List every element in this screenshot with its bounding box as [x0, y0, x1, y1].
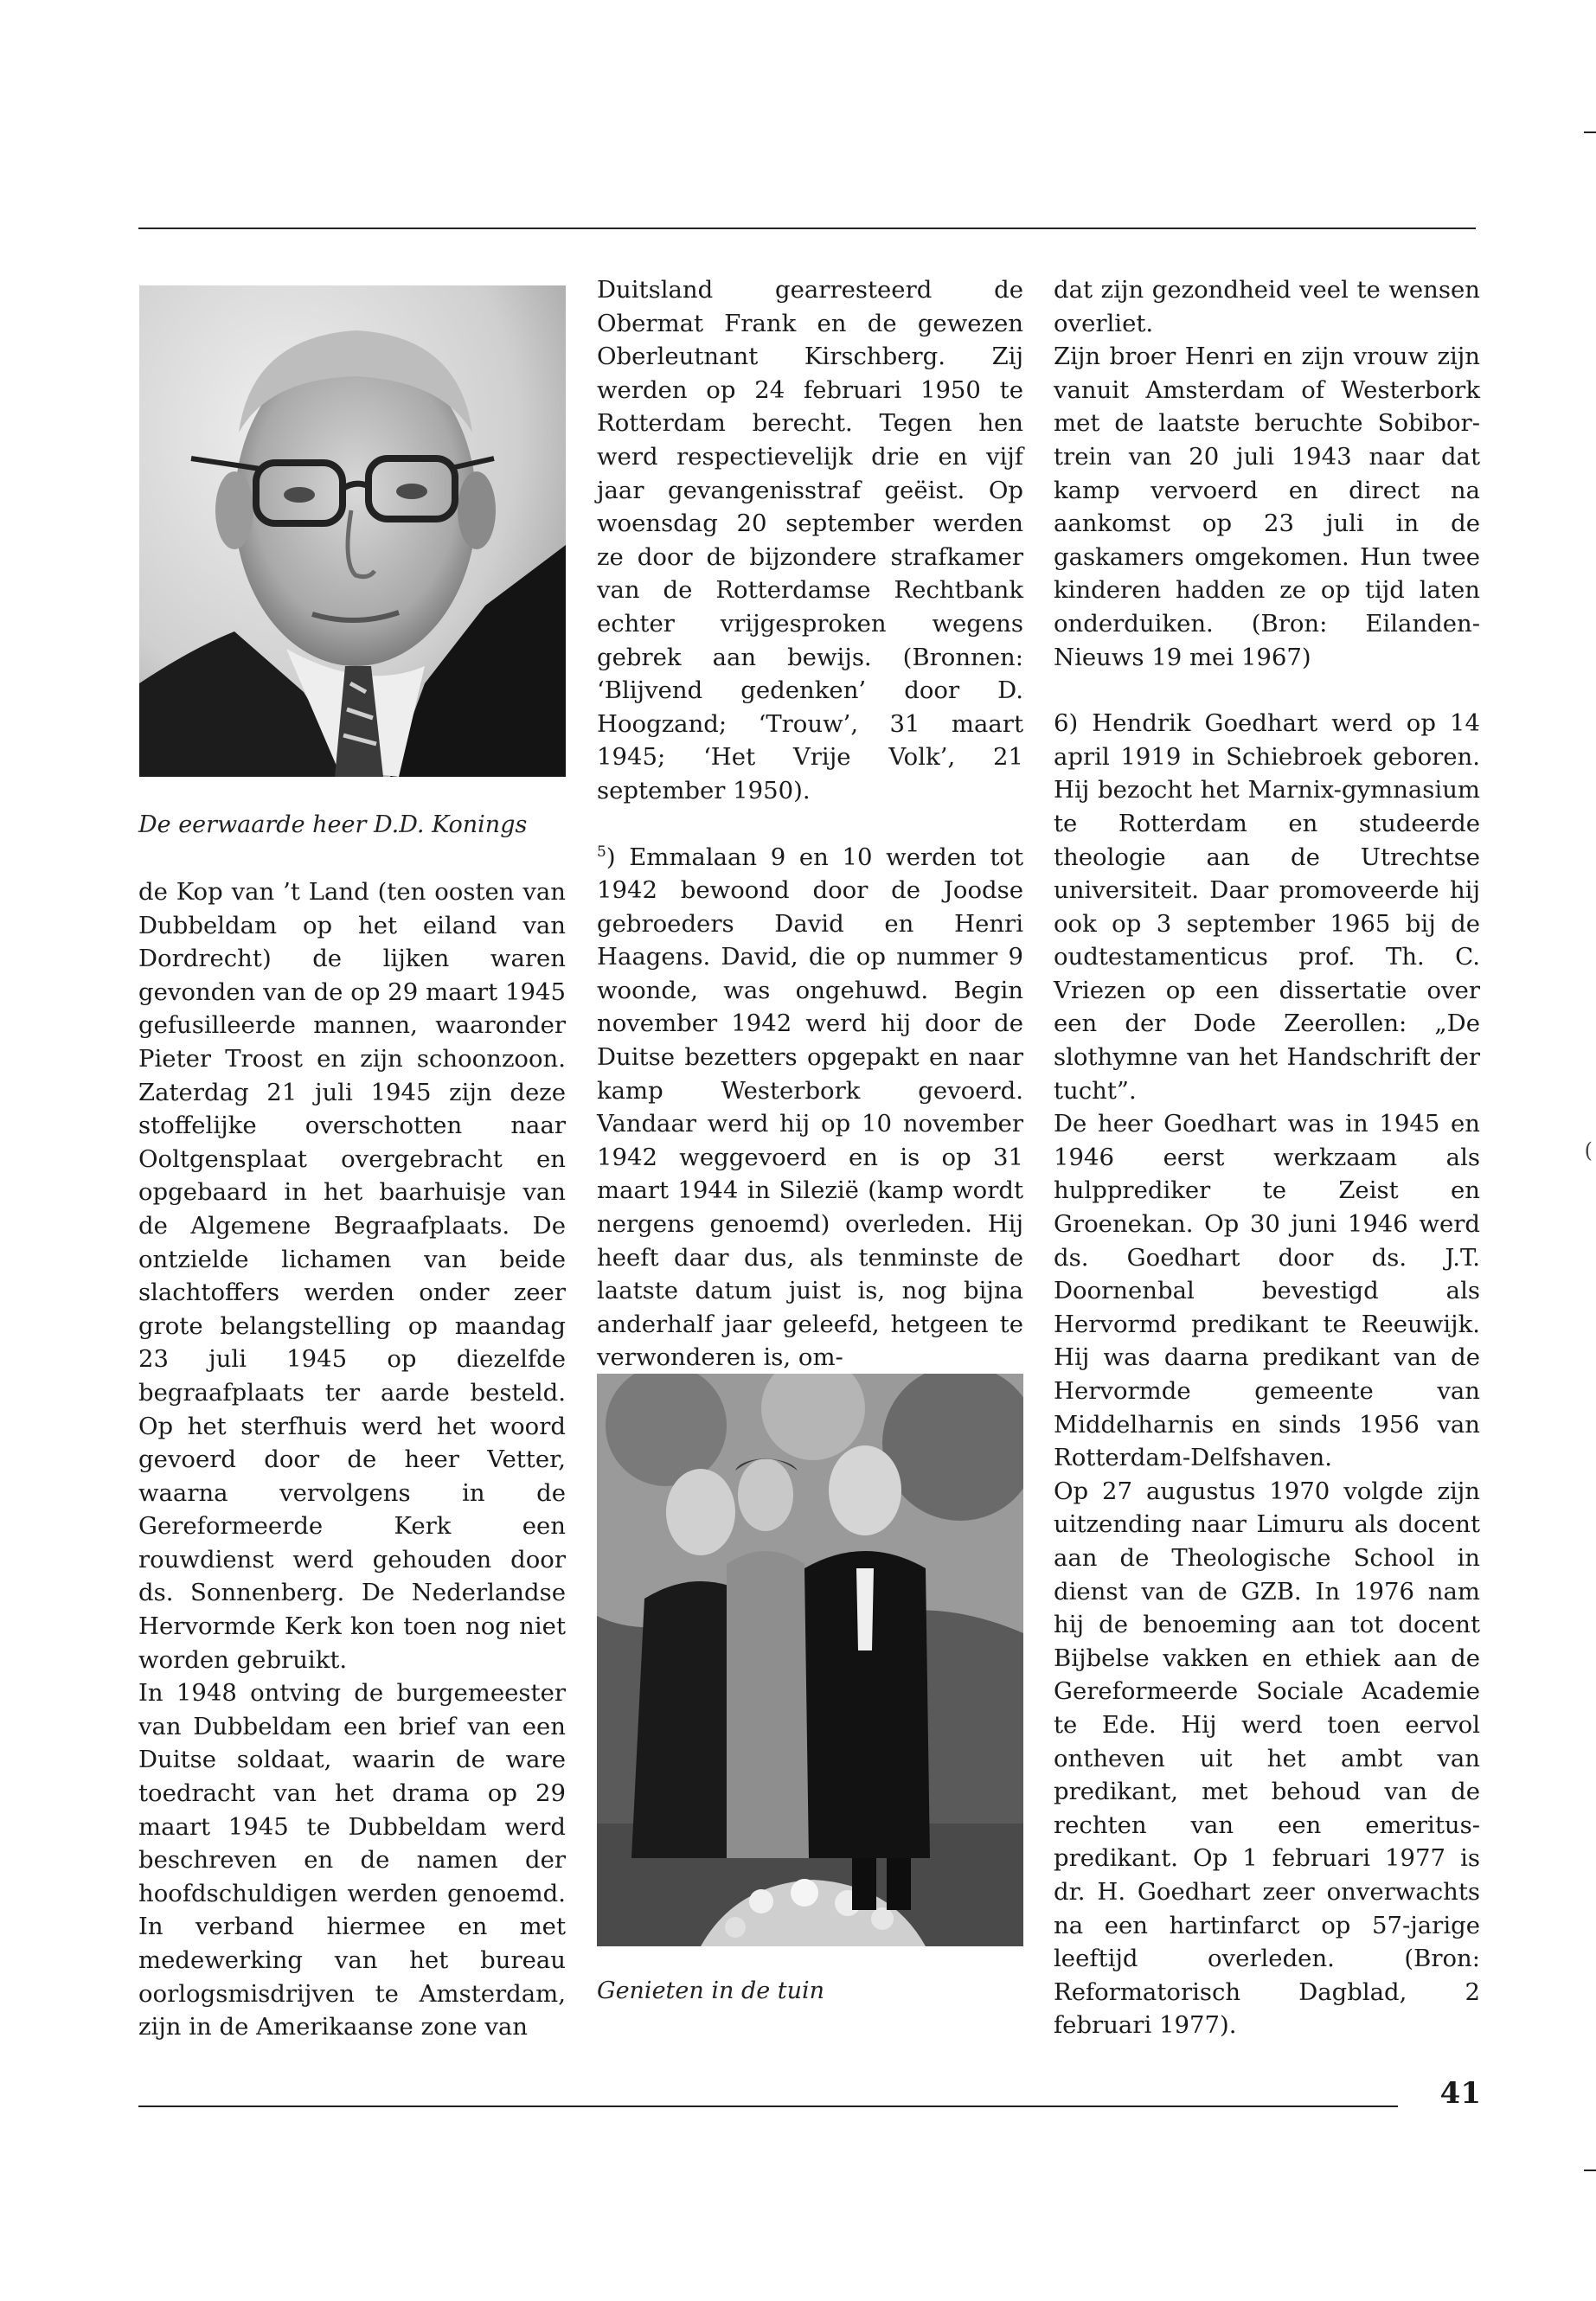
paragraph-gap	[597, 808, 1023, 841]
portrait-caption: De eerwaarde heer D.D. Konings	[138, 811, 528, 838]
column-1	[138, 875, 566, 2044]
column-3-paragraph: Op 27 augustus 1970 volgde zijn uitzending naar Limuru als docent aan de Theologische School in dienst van de GZB. In 1976 nam hij de benoeming aan tot docent Bijbelse vakken en ethiek aan de Gereformeerde Sociale Academie te Ede. Hij werd toen eervol ontheven uit het ambt van predikant, met behoud van de rechten van een emeritus-predikant. Op 1 februari 1977 is dr. H. Goedhart zeer onverwachts na een hartinfarct op 57-jarige leeftijd overleden. (Bron: Reformatorisch Dagblad, 2 februari 1977).	[1054, 1477, 1480, 2040]
footnote-5	[597, 841, 1023, 1375]
column-1-paragraph: In 1948 ontving de burgemeester van Dubbeldam een brief van een Duitse soldaat, waarin de ware toedracht van het drama op 29 maart 1945 te Dubbeldam werd beschreven en de namen der hoofdschuldigen werden genoemd. In verband hiermee en met medewerking van het bureau oorlogsmisdrijven te Amsterdam, zijn in de Amerikaanse zone van	[138, 1679, 566, 2041]
registration-mark: (	[1584, 1138, 1593, 1163]
column-3-paragraph: 6) Hendrik Goedhart werd op 14 april 1919 in Schiebroek geboren. Hij bezocht het Marnix-gymnasium te Rotterdam en studeerde theologie aan de Utrechtse universiteit. Daar promoveerde hij ook op 3 september 1965 bij de oudtestamenticus prof. Th. C. Vriezen op een dissertatie over een der Dode Zeerollen: „De slothymne van het Handschrift der tucht”.	[1054, 709, 1480, 1105]
top-rule	[138, 228, 1476, 229]
bottom-rule	[138, 2106, 1398, 2107]
garden-caption: Genieten in de tuin	[597, 1977, 825, 2004]
page-number: 41	[1439, 2076, 1481, 2111]
column-1-paragraph: de Kop van ’t Land (ten oosten van Dubbeldam op het eiland van Dordrecht) de lijken waren gevonden van de op 29 maart 1945 gefusilleerde mannen, waaronder Pieter Troost en zijn schoonzoon. Zaterdag 21 juli 1945 zijn deze stoffelijke overschotten naar Ooltgensplaat overgebracht en opgebaard in het baarhuisje van de Algemene Begraafplaats. De ontzielde lichamen van beide slachtoffers werden onder zeer grote belangstelling op maandag 23 juli 1945 op diezelfde begraafplaats ter aarde besteld. Op het sterfhuis werd het woord gevoerd door de heer Vetter, waarna vervolgens in de Gereformeerde Kerk een rouwdienst werd gehouden door ds. Sonnenberg. De Nederlandse Hervormde Kerk kon toen nog niet worden gebruikt.	[138, 878, 566, 1674]
crop-mark-bottom	[1584, 2170, 1596, 2171]
garden-photo	[597, 1374, 1023, 1946]
crop-mark-top	[1584, 131, 1596, 133]
column-2-paragraph: Duitsland gearresteerd de Obermat Frank en de gewezen Oberleutnant Kirschberg. Zij werden op 24 februari 1950 te Rotterdam berecht. Tegen hen werd respectievelijk drie en vijf jaar gevangenisstraf geëist. Op woensdag 20 september werden ze door de bijzondere strafkamer van de Rotterdamse Rechtbank echter vrijgesproken wegens gebrek aan bewijs. (Bronnen: ‘Blijvend gedenken’ door D. Hoogzand; ‘Trouw’, 31 maart 1945; ‘Het Vrije Volk’, 21 september 1950).	[597, 276, 1023, 804]
column-3-paragraph: dat zijn gezondheid veel te wensen overliet.	[1054, 276, 1480, 337]
column-3	[1054, 273, 1480, 2042]
column-3-paragraph: Zijn broer Henri en zijn vrouw zijn vanuit Amsterdam of Westerbork met de laatste beruchte Sobibor-trein van 20 juli 1943 naar dat kamp vervoerd en direct na aankomst op 23 juli in de gaskamers omgekomen. Hun twee kinderen hadden ze op tijd laten onderduiken. (Bron: Eilanden-Nieuws 19 mei 1967)	[1054, 343, 1480, 671]
footnote-5-text: ) Emmalaan 9 en 10 werden tot 1942 bewoond door de Joodse gebroeders David en Henri Haagens. David, die op nummer 9 woonde, was ongehuwd. Begin november 1942 werd hij door de Duitse bezetters opgepakt en naar kamp Westerbork gevoerd. Vandaar werd hij op 10 november 1942 weggevoerd en is op 31 maart 1944 in Silezië (kamp wordt nergens genoemd) overleden. Hij heeft daar dus, als tenminste de laatste datum juist is, nog bijna anderhalf jaar geleefd, hetgeen te verwonderen is, om-	[597, 843, 1023, 1372]
footnote-marker: 5	[597, 843, 606, 861]
column-2	[597, 273, 1023, 1375]
paragraph-gap	[1054, 674, 1480, 707]
column-3-paragraph: De heer Goedhart was in 1945 en 1946 eerst werkzaam als hulpprediker te Zeist en Groenekan. Op 30 juni 1946 werd ds. Goedhart door ds. J.T. Doornenbal bevestigd als Hervormd predikant te Reeuwijk. Hij was daarna predikant van de Hervormde gemeente van Middelharnis en sinds 1956 van Rotterdam-Delfshaven.	[1054, 1110, 1480, 1472]
portrait-photo	[139, 285, 566, 777]
